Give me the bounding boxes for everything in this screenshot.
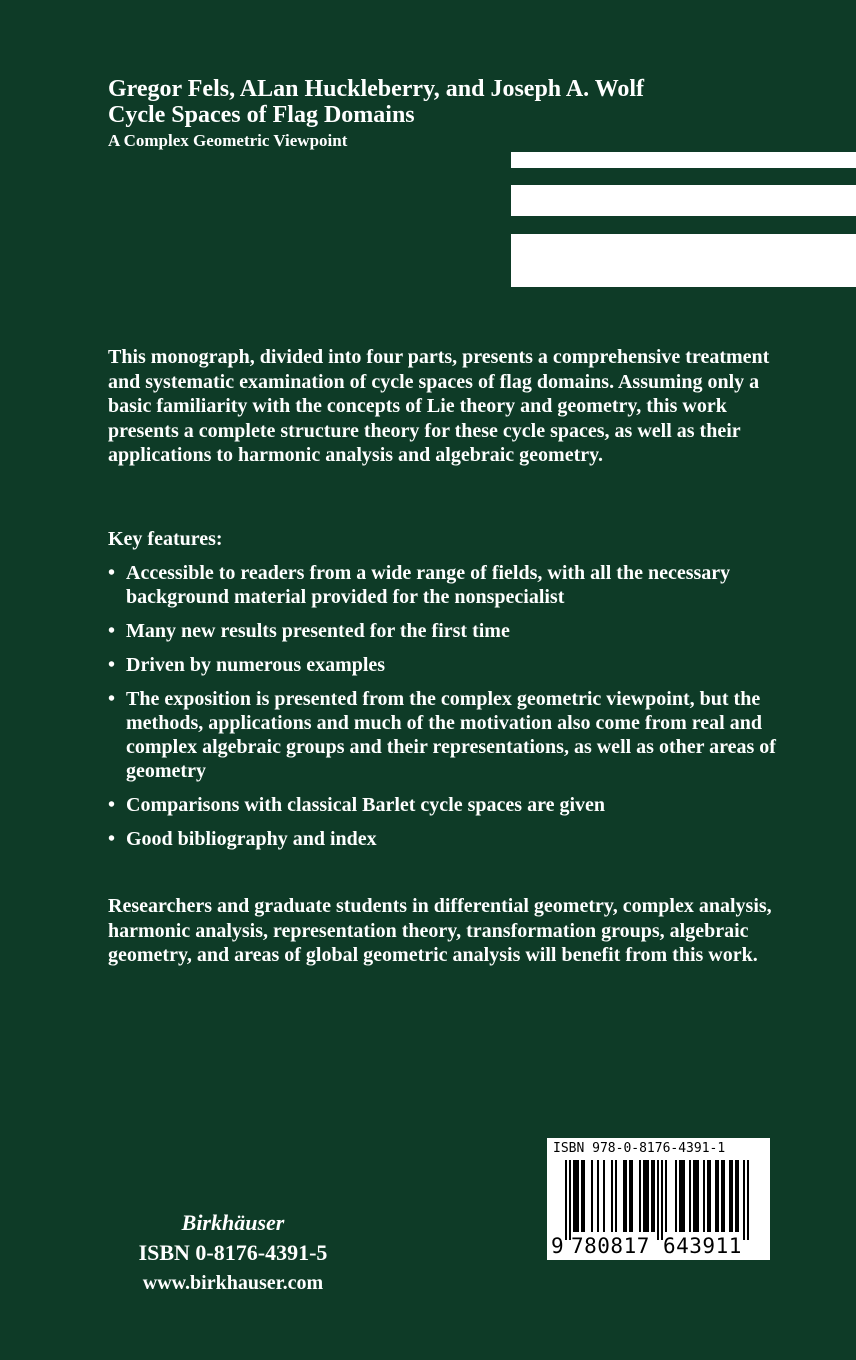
barcode-bar <box>629 1160 631 1232</box>
publisher-isbn: ISBN 0-8176-4391-5 <box>138 1240 328 1265</box>
feature-text: Good bibliography and index <box>126 828 377 850</box>
barcode-digits-left: 780817 <box>571 1234 650 1258</box>
book-title: Cycle Spaces of Flag Domains <box>108 102 415 128</box>
feature-item <box>108 561 808 609</box>
feature-item <box>108 793 808 817</box>
barcode-bar <box>743 1160 745 1240</box>
barcode-digits-right: 643911 <box>663 1234 742 1258</box>
barcode-bar <box>679 1160 681 1232</box>
barcode-bar <box>715 1160 717 1232</box>
barcode-bar <box>643 1160 645 1232</box>
features-list <box>108 561 808 861</box>
barcode-bar <box>693 1160 695 1232</box>
decorative-stripe-top <box>511 152 856 168</box>
barcode-digit-first: 9 <box>551 1234 564 1258</box>
bullet-icon: • <box>108 620 116 642</box>
barcode-bar <box>689 1160 691 1232</box>
barcode-bar <box>611 1160 613 1232</box>
feature-text: Comparisons with classical Barlet cycle spaces are given <box>126 794 606 816</box>
barcode-bar <box>729 1160 731 1232</box>
barcode-bar <box>731 1160 733 1232</box>
feature-text: Many new results presented for the first time <box>126 620 510 642</box>
feature-text: The exposition is presented from the complex geometric viewpoint, but the methods, applications and much of the motivation also come from real and complex algebraic groups and their representations, as well as other areas of geometry <box>126 688 776 782</box>
publisher-name: Birkhäuser <box>181 1210 285 1235</box>
audience-paragraph: Researchers and graduate students in differential geometry, complex analysis, harmonic analysis, representation theory, transformation groups, algebraic geometry, and areas of global geometric analysis will benefit from this work. <box>108 895 772 966</box>
barcode-bar <box>583 1160 585 1232</box>
barcode-bar <box>675 1160 677 1232</box>
bullet-icon: • <box>108 688 116 710</box>
barcode-bar <box>631 1160 633 1232</box>
barcode-bar <box>645 1160 647 1232</box>
barcode-bar <box>665 1160 667 1232</box>
barcode-bar <box>639 1160 641 1232</box>
bullet-icon: • <box>108 794 116 816</box>
barcode-bar <box>747 1160 749 1240</box>
barcode-bar <box>623 1160 625 1232</box>
barcode-bar <box>737 1160 739 1232</box>
bullet-icon: • <box>108 828 116 850</box>
barcode-bar <box>647 1160 649 1232</box>
barcode-bar <box>661 1160 663 1240</box>
barcode-bar <box>597 1160 599 1232</box>
feature-item <box>108 827 808 851</box>
book-subtitle: A Complex Geometric Viewpoint <box>108 131 348 150</box>
barcode-bar <box>721 1160 723 1232</box>
feature-text: Accessible to readers from a wide range of fields, with all the necessary background material provided for the nonspecialist <box>126 562 731 608</box>
barcode-isbn-label: ISBN 978-0-8176-4391-1 <box>553 1141 726 1156</box>
decorative-stripe-middle <box>511 185 856 216</box>
barcode <box>547 1138 770 1260</box>
bullet-icon: • <box>108 654 116 676</box>
barcode-bar <box>735 1160 737 1232</box>
barcode-bar <box>651 1160 653 1232</box>
publisher-block <box>110 1208 356 1298</box>
barcode-bar <box>681 1160 683 1232</box>
barcode-bar <box>577 1160 579 1232</box>
barcode-bar <box>603 1160 605 1232</box>
bullet-icon: • <box>108 562 116 584</box>
barcode-bar <box>683 1160 685 1232</box>
barcode-bar <box>709 1160 711 1232</box>
features-heading: Key features: <box>108 528 223 550</box>
authors: Gregor Fels, ALan Huckleberry, and Joseph A. Wolf <box>108 76 645 102</box>
barcode-bar <box>625 1160 627 1232</box>
barcode-bar <box>581 1160 583 1232</box>
barcode-bar <box>575 1160 577 1232</box>
feature-text: Driven by numerous examples <box>126 654 386 676</box>
barcode-bar <box>697 1160 699 1232</box>
feature-item <box>108 687 808 783</box>
feature-item <box>108 619 808 643</box>
publisher-url: www.birkhauser.com <box>142 1272 324 1294</box>
barcode-bar <box>703 1160 705 1232</box>
barcode-bar <box>653 1160 655 1232</box>
barcode-bar <box>695 1160 697 1232</box>
barcode-bar <box>591 1160 593 1232</box>
barcode-bar <box>717 1160 719 1232</box>
header <box>108 76 708 154</box>
decorative-stripe-bottom <box>511 234 856 287</box>
barcode-bar <box>569 1160 571 1240</box>
barcode-bar <box>723 1160 725 1232</box>
feature-item <box>108 653 808 677</box>
barcode-bar <box>573 1160 575 1232</box>
barcode-bar <box>565 1160 567 1240</box>
description-paragraph: This monograph, divided into four parts, presents a comprehensive treatment and systematic examination of cycle spaces of flag domains. Assuming only a basic familiarity with the concepts of Lie theory and geometry, this work presents a complete structure theory for these cycle spaces, as well as their applications to harmonic analysis and algebraic geometry. <box>108 346 770 466</box>
barcode-bar <box>707 1160 709 1232</box>
barcode-bar <box>615 1160 617 1232</box>
barcode-bar <box>657 1160 659 1240</box>
